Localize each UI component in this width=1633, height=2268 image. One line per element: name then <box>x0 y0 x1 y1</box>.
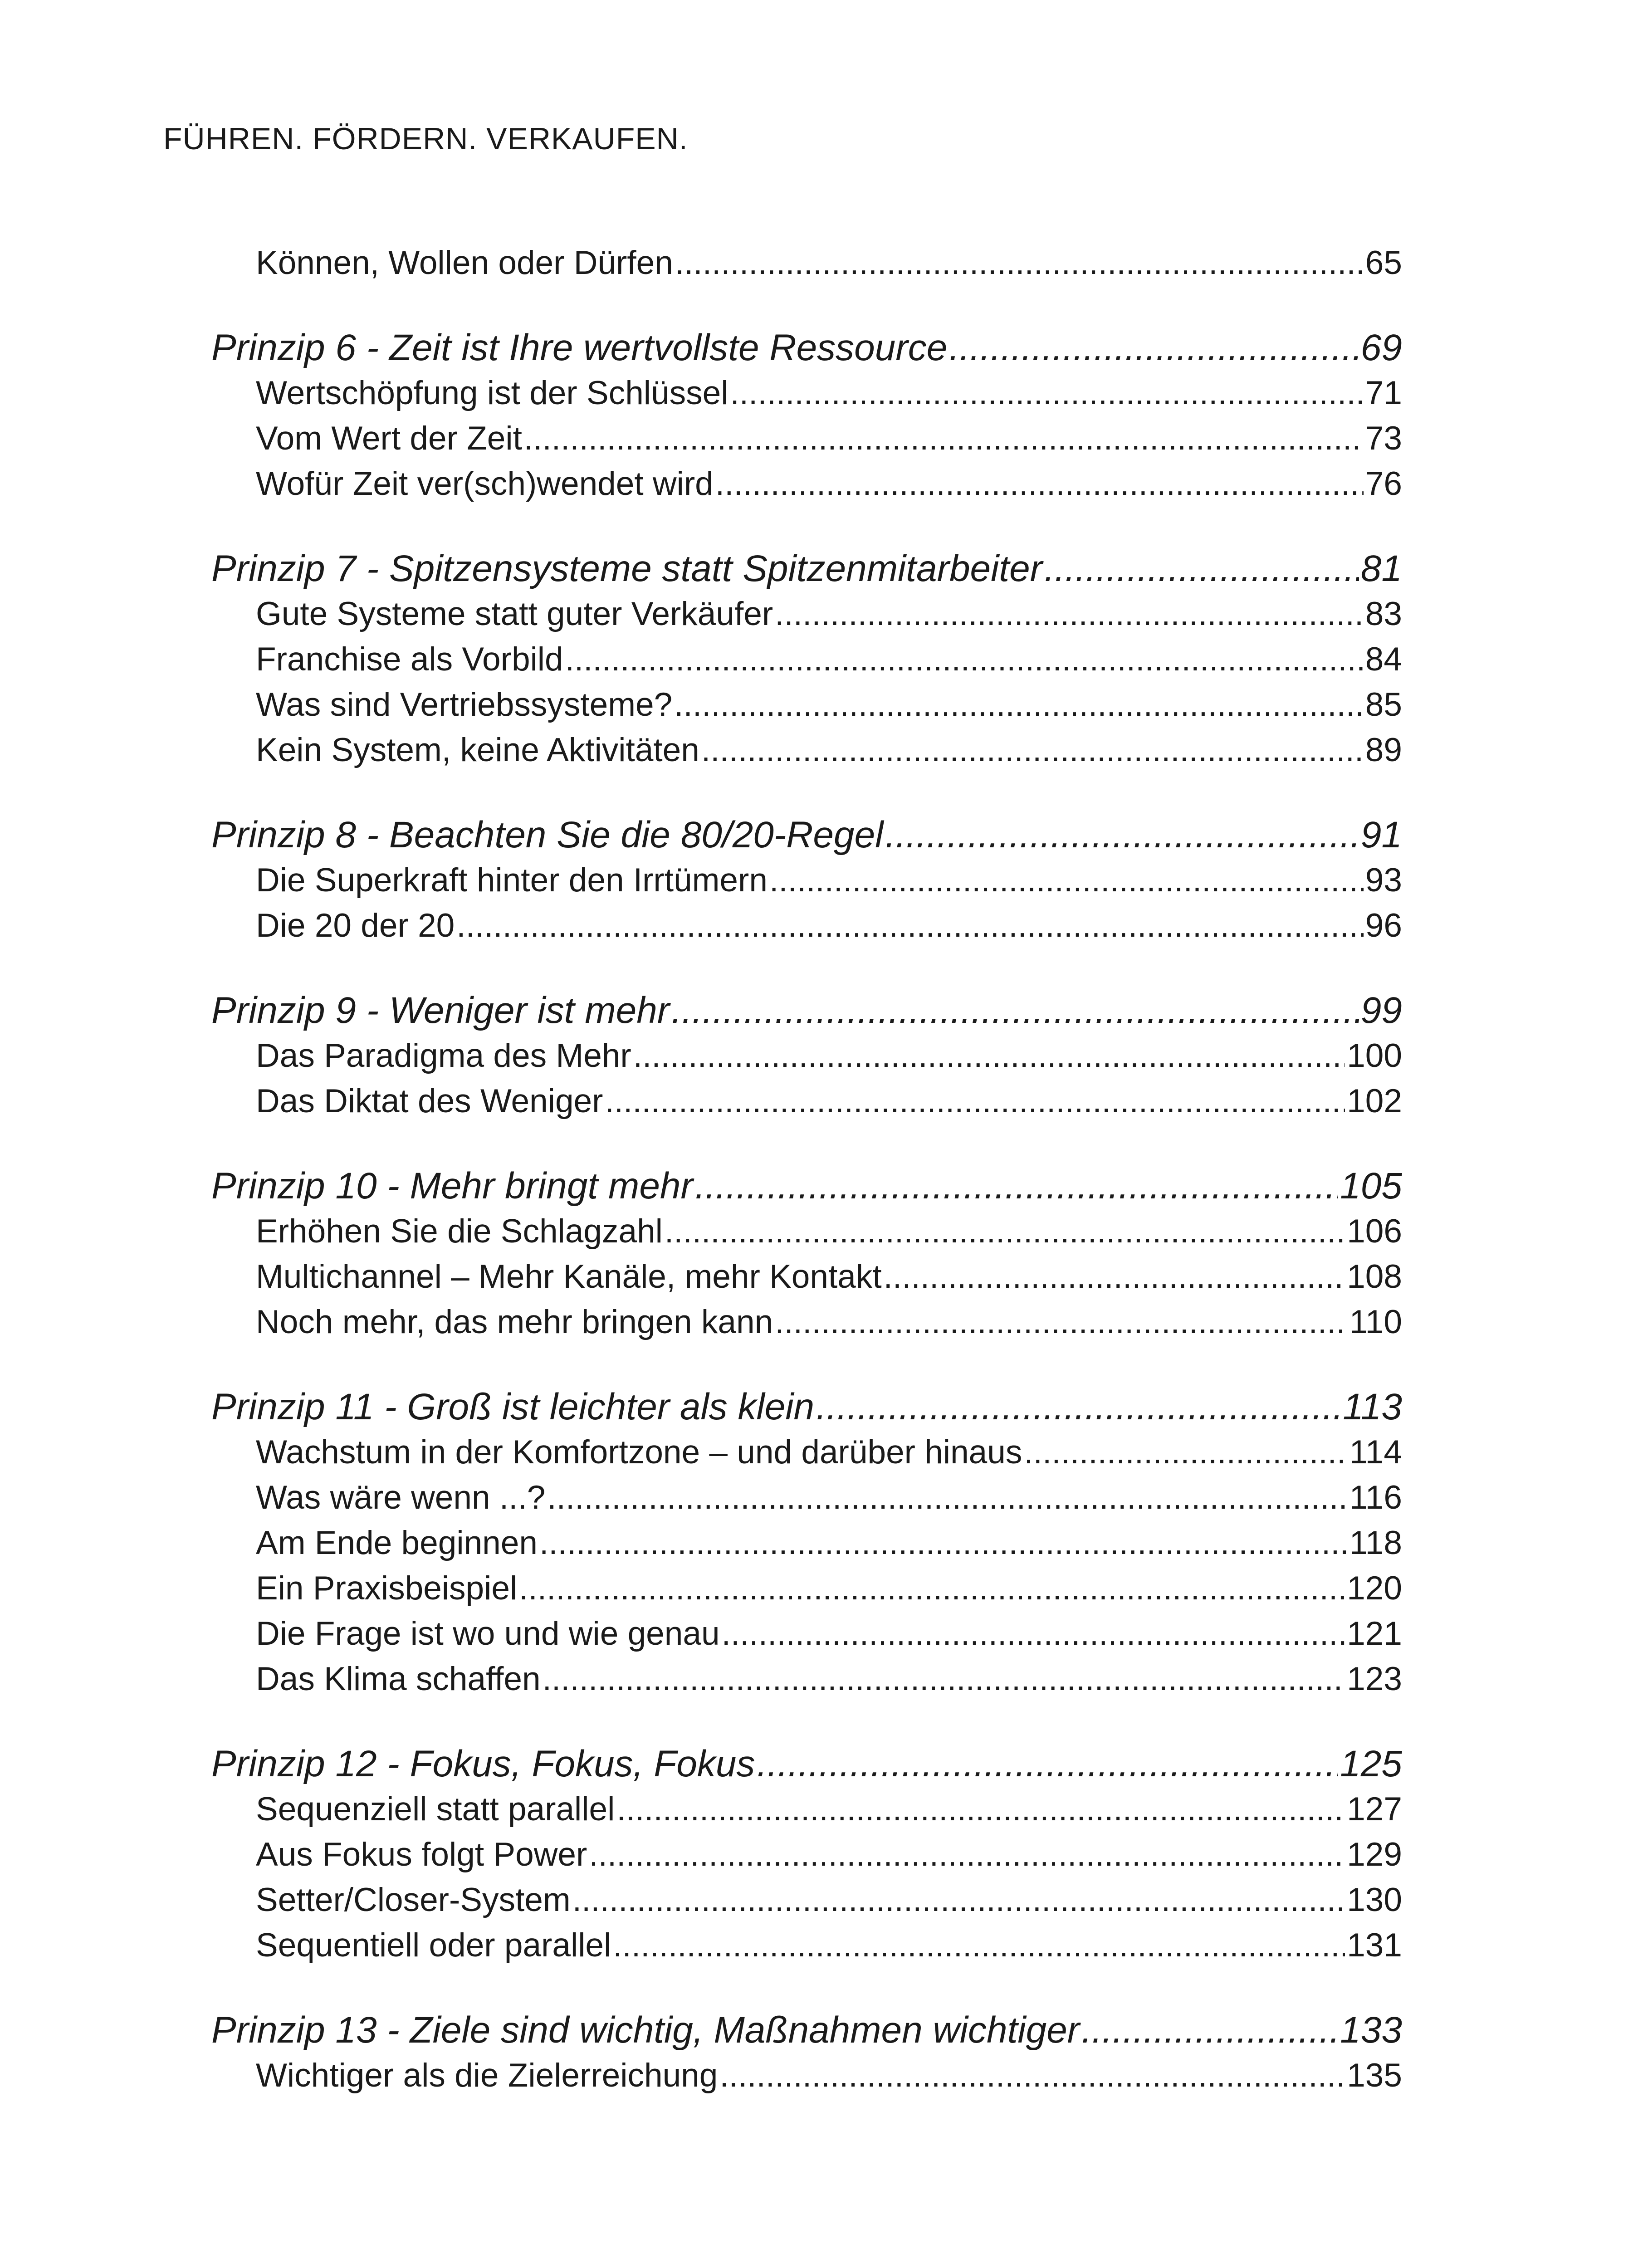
toc-entry-line <box>211 1611 1402 1657</box>
toc-entry-line <box>211 637 1402 682</box>
toc-entry-line <box>211 903 1402 948</box>
entry-title: Setter/Closer-System <box>256 1882 571 1918</box>
chapter-title: Prinzip 7 - Spitzensysteme statt Spitzenmitarbeiter <box>211 548 1043 589</box>
toc-entry-line <box>211 2053 1402 2098</box>
toc-entry-line <box>211 1430 1402 1475</box>
page-ref: 108 <box>1347 1258 1402 1295</box>
dot-leader <box>674 682 1364 728</box>
toc-entry-line <box>211 728 1402 773</box>
toc-entry-line <box>211 1475 1402 1520</box>
dot-leader <box>701 728 1364 773</box>
dot-leader <box>675 240 1364 286</box>
page-ref: 71 <box>1365 375 1402 411</box>
entry-title: Wachstum in der Komfortzone – und darüber hinaus <box>256 1434 1022 1471</box>
toc-entry-line <box>211 1520 1402 1566</box>
chapter-title: Prinzip 13 - Ziele sind wichtig, Maßnahmen wichtiger <box>211 2009 1080 2051</box>
entry-title: Was wäre wenn ...? <box>256 1479 546 1516</box>
page-ref: 84 <box>1365 641 1402 678</box>
page-ref: 100 <box>1347 1037 1402 1074</box>
entry-title: Das Klima schaffen <box>256 1661 541 1697</box>
toc-entry-line <box>211 371 1402 416</box>
page-ref: 127 <box>1347 1791 1402 1828</box>
page-ref: 110 <box>1349 1304 1402 1340</box>
toc-chapter-line <box>211 988 1402 1033</box>
page-ref: 93 <box>1365 862 1402 899</box>
dot-leader <box>543 1657 1345 1702</box>
page-ref: 114 <box>1349 1434 1402 1471</box>
toc-chapter-line <box>211 546 1402 591</box>
dot-leader <box>524 416 1364 461</box>
dot-leader <box>565 637 1364 682</box>
dot-leader <box>769 858 1364 903</box>
page-ref: 76 <box>1365 465 1402 502</box>
page-ref: 96 <box>1365 907 1402 944</box>
dot-leader <box>671 988 1359 1033</box>
entry-title: Gute Systeme statt guter Verkäufer <box>256 596 773 632</box>
dot-leader <box>695 1163 1338 1209</box>
entry-title: Können, Wollen oder Dürfen <box>256 244 673 281</box>
page-ref: 81 <box>1360 548 1402 589</box>
toc-entry-line <box>211 1832 1402 1877</box>
chapter-title: Prinzip 9 - Weniger ist mehr <box>211 990 670 1031</box>
table-of-contents <box>211 240 1402 2098</box>
toc-entry-line <box>211 1657 1402 1702</box>
entry-title: Das Paradigma des Mehr <box>256 1037 631 1074</box>
toc-entry-line <box>211 240 1402 286</box>
toc-entry-line <box>211 1300 1402 1345</box>
toc-entry-line <box>211 461 1402 507</box>
toc-chapter-line <box>211 2008 1402 2053</box>
toc-entry-line <box>211 1566 1402 1611</box>
chapter-title: Prinzip 10 - Mehr bringt mehr <box>211 1165 693 1207</box>
page-ref: 131 <box>1347 1927 1402 1964</box>
dot-leader <box>884 1254 1345 1300</box>
page-ref: 85 <box>1365 686 1402 723</box>
entry-title: Multichannel – Mehr Kanäle, mehr Kontakt <box>256 1258 882 1295</box>
page-ref: 102 <box>1347 1083 1402 1119</box>
toc-chapter-line <box>211 1163 1402 1209</box>
dot-leader <box>715 461 1364 507</box>
chapter-title: Prinzip 12 - Fokus, Fokus, Fokus <box>211 1743 755 1784</box>
page-ref: 135 <box>1347 2057 1402 2094</box>
page-ref: 91 <box>1360 814 1402 855</box>
entry-title: Noch mehr, das mehr bringen kann <box>256 1304 773 1340</box>
toc-entry-line <box>211 1787 1402 1832</box>
dot-leader <box>539 1520 1348 1566</box>
chapter-title: Prinzip 6 - Zeit ist Ihre wertvollste Ressource <box>211 327 948 368</box>
toc-entry-line <box>211 1033 1402 1079</box>
entry-title: Sequenziell statt parallel <box>256 1791 615 1828</box>
page-ref: 129 <box>1347 1836 1402 1873</box>
toc-entry-line <box>211 1254 1402 1300</box>
page-ref: 106 <box>1347 1213 1402 1250</box>
dot-leader <box>616 1787 1345 1832</box>
dot-leader <box>757 1741 1339 1787</box>
page-ref: 89 <box>1365 732 1402 768</box>
page-ref: 73 <box>1365 420 1402 457</box>
entry-title: Kein System, keine Aktivitäten <box>256 732 699 768</box>
dot-leader <box>613 1923 1345 1968</box>
dot-leader <box>816 1384 1341 1430</box>
dot-leader <box>1024 1430 1347 1475</box>
entry-title: Wichtiger als die Zielerreichung <box>256 2057 718 2094</box>
page-ref: 120 <box>1347 1570 1402 1607</box>
entry-title: Vom Wert der Zeit <box>256 420 522 457</box>
toc-entry-line <box>211 1079 1402 1124</box>
page-ref: 118 <box>1349 1525 1402 1561</box>
toc-chapter-line <box>211 325 1402 371</box>
toc-entry-line <box>211 682 1402 728</box>
toc-entry-line <box>211 1209 1402 1254</box>
dot-leader <box>730 371 1363 416</box>
dot-leader <box>456 903 1364 948</box>
toc-entry-line <box>211 858 1402 903</box>
page-ref: 113 <box>1343 1386 1402 1427</box>
page-ref: 65 <box>1365 244 1402 281</box>
page-ref: 123 <box>1347 1661 1402 1697</box>
dot-leader <box>1044 546 1359 591</box>
dot-leader <box>949 325 1359 371</box>
dot-leader <box>519 1566 1345 1611</box>
entry-title: Die 20 der 20 <box>256 907 455 944</box>
toc-chapter-line <box>211 812 1402 858</box>
entry-title: Die Frage ist wo und wie genau <box>256 1615 720 1652</box>
dot-leader <box>589 1832 1345 1877</box>
entry-title: Wertschöpfung ist der Schlüssel <box>256 375 728 411</box>
entry-title: Aus Fokus folgt Power <box>256 1836 587 1873</box>
toc-entry-line <box>211 591 1402 637</box>
page-ref: 130 <box>1347 1882 1402 1918</box>
chapter-title: Prinzip 11 - Groß ist leichter als klein <box>211 1386 815 1427</box>
dot-leader <box>1081 2008 1338 2053</box>
toc-chapter-line <box>211 1741 1402 1787</box>
entry-title: Das Diktat des Weniger <box>256 1083 603 1119</box>
dot-leader <box>572 1877 1345 1923</box>
page-ref: 83 <box>1365 596 1402 632</box>
dot-leader <box>719 2053 1345 2098</box>
dot-leader <box>665 1209 1345 1254</box>
page-ref: 125 <box>1340 1743 1402 1784</box>
page-ref: 121 <box>1347 1615 1402 1652</box>
entry-title: Ein Praxisbeispiel <box>256 1570 518 1607</box>
dot-leader <box>633 1033 1345 1079</box>
page-ref: 99 <box>1360 990 1402 1031</box>
dot-leader <box>775 1300 1347 1345</box>
dot-leader <box>885 812 1359 858</box>
dot-leader <box>605 1079 1345 1124</box>
entry-title: Was sind Vertriebssysteme? <box>256 686 673 723</box>
entry-title: Franchise als Vorbild <box>256 641 563 678</box>
toc-entry-line <box>211 1877 1402 1923</box>
toc-entry-line <box>211 1923 1402 1968</box>
entry-title: Erhöhen Sie die Schlagzahl <box>256 1213 663 1250</box>
page-ref: 116 <box>1349 1479 1402 1516</box>
running-head: FÜHREN. FÖRDERN. VERKAUFEN. <box>163 122 688 156</box>
toc-chapter-line <box>211 1384 1402 1430</box>
page-ref: 133 <box>1340 2009 1402 2051</box>
dot-leader <box>775 591 1364 637</box>
page-ref: 69 <box>1360 327 1402 368</box>
dot-leader <box>722 1611 1345 1657</box>
entry-title: Am Ende beginnen <box>256 1525 538 1561</box>
page-ref: 105 <box>1340 1165 1402 1207</box>
dot-leader <box>547 1475 1347 1520</box>
toc-entry-line <box>211 416 1402 461</box>
entry-title: Die Superkraft hinter den Irrtümern <box>256 862 768 899</box>
entry-title: Wofür Zeit ver(sch)wendet wird <box>256 465 714 502</box>
chapter-title: Prinzip 8 - Beachten Sie die 80/20-Regel <box>211 814 884 855</box>
entry-title: Sequentiell oder parallel <box>256 1927 611 1964</box>
